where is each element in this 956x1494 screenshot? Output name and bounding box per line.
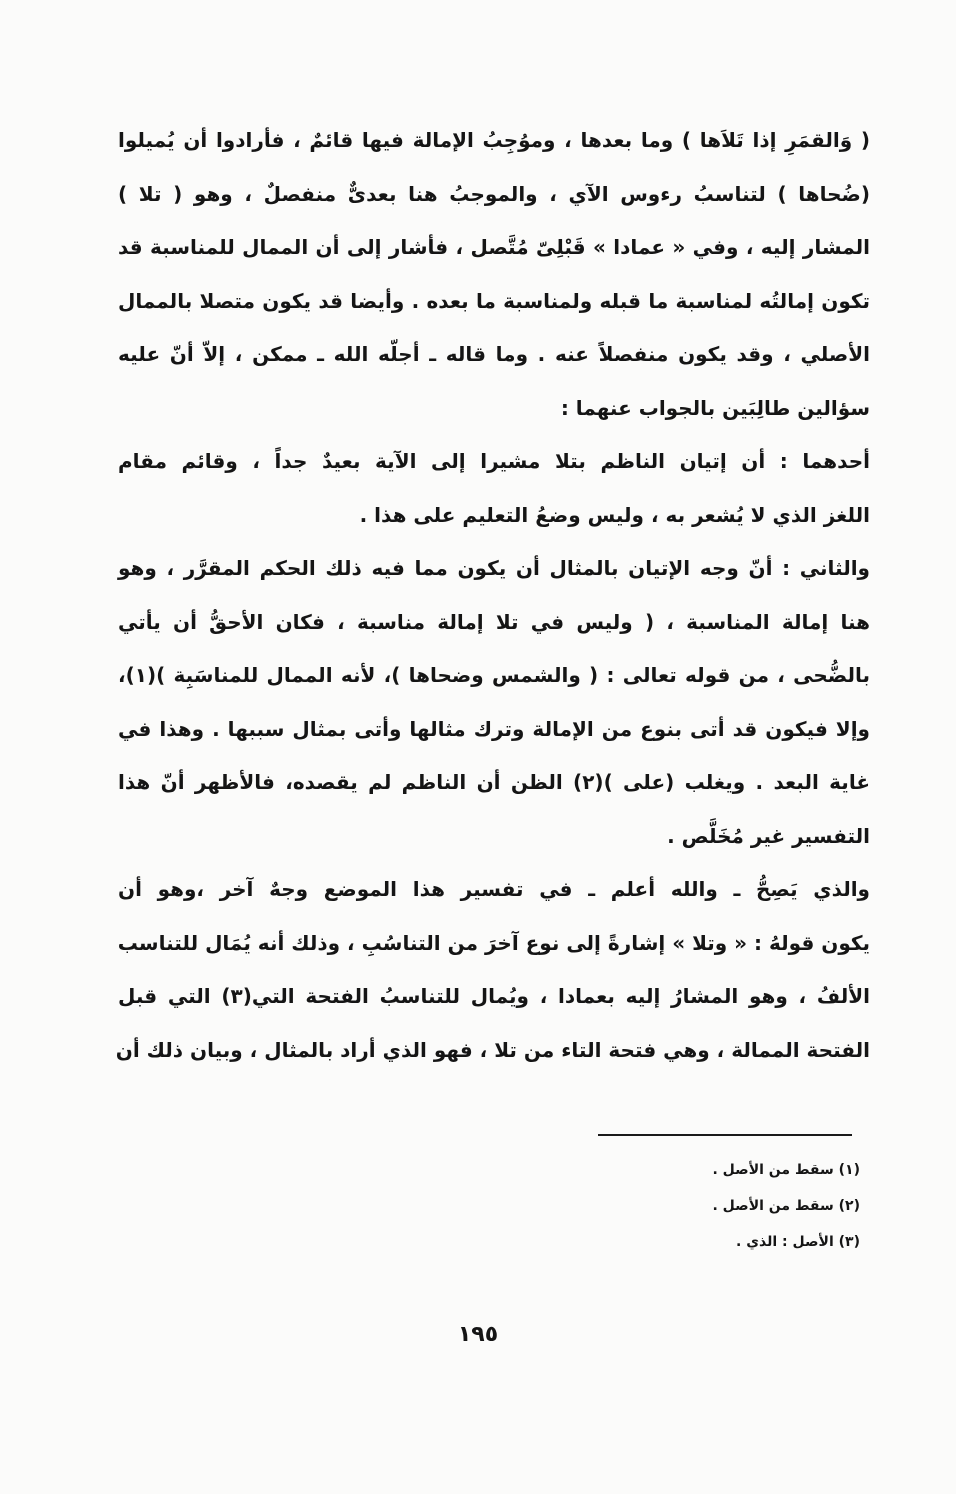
text-line: ( وَالقمَرِ إذا تَلاَها ) وما بعدها ، وموُجِبُ الإمالة فيها قائمٌ ، فأرادوا أن يُميلوا (118, 128, 870, 152)
text-line: يكون قولهُ : « وتلا » إشارةً إلى نوع آخرَ من التناسُبِ ، وذلك أنه يُمَال للتناسب (117, 930, 870, 955)
text-line: والذي يَصِحُّ ـ والله أعلم ـ في تفسير هذا الموضع وجهٌ آخر ،وهو أن (118, 877, 870, 901)
text-line: والثاني : أنّ وجه الإتيان بالمثال أن يكون مما فيه ذلك الحكم المقرَّر ، وهو (118, 556, 870, 580)
text-line: غاية البعد . ويغلب (على )(٢) الظن أن الناظم لم يقصده، فالأظهر أنّ هذا (118, 770, 870, 794)
main-text (115, 114, 870, 1077)
footnote-2: (٢) سقط من الأصل . (712, 1198, 860, 1214)
footnote-divider (598, 1134, 852, 1136)
text-line: المشار إليه ، وفي « عمادا » قَبْلِىّ مُتَّصل ، فأشار إلى أن الممال للمناسبة قد (118, 235, 870, 259)
text-line: تكون إمالتُه لمناسبة ما قبله ولمناسبة ما بعده . وأيضا قد يكون متصلا بالممال (118, 288, 870, 313)
text-line: التفسير غير مُخَلَّص . (667, 823, 870, 848)
text-line: سؤالين طالِبَين بالجواب عنهما : (560, 395, 870, 420)
footnotes (500, 1152, 860, 1260)
text-line: هنا إمالة المناسبة ، ( وليس في تلا إمالة مناسبة ، فكان الأحقُّ أن يأتي (118, 609, 870, 634)
footnote-1: (١) سقط من الأصل . (712, 1162, 860, 1178)
text-line: (ضُحاها ) لتناسبُ رءوس الآي ، والموجبُ هنا بعدىٌّ منفصلٌ ، وهو ( تلا ) (118, 181, 870, 206)
text-line: الألفُ ، وهو المشارُ إليه بعمادا ، ويُمال للتناسبُ الفتحة التي(٣) التي قبل (118, 984, 870, 1008)
page-number: ١٩٥ (457, 1322, 499, 1347)
text-line: أحدهما : أن إتيان الناظم بتلا مشيرا إلى الآية بعيدٌ جداً ، وقائم مقام (118, 449, 870, 473)
text-line: وإلا فيكون قد أتى بنوع من الإمالة وترك مثالها وأتى بمثال سببها . وهذا في (118, 716, 870, 741)
text-line: اللغز الذي لا يُشعر به ، وليس وضعُ التعليم على هذا . (359, 502, 870, 527)
text-line: الأصلي ، وقد يكون منفصلاً عنه . وما قاله ـ أجلّه الله ـ ممكن ، إلاّ أنّ عليه (118, 342, 870, 366)
text-line: الفتحة الممالة ، وهي فتحة التاء من تلا ، فهو الذي أراد بالمثال ، وبيان ذلك أن (115, 1037, 870, 1062)
text-line: بالضُّحى ، من قوله تعالى : ( والشمس وضحاها )، لأنه الممال للمناسَبِة )(١)، (118, 663, 870, 687)
footnote-3: (٣) الأصل : الذي . (736, 1234, 860, 1250)
